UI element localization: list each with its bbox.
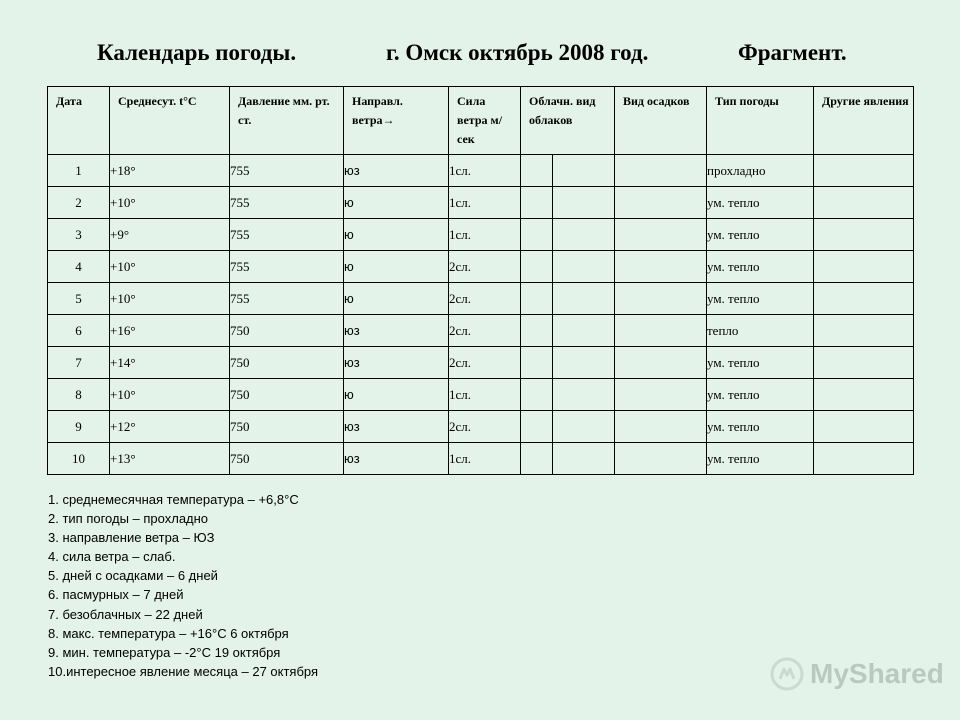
note-item: 6. пасмурных – 7 дней xyxy=(48,587,184,603)
note-item: 9. мин. температура – -2°С 19 октября xyxy=(48,644,281,660)
cell-temp: +10° xyxy=(110,251,230,283)
table-row xyxy=(48,315,914,347)
cell-wind-strength: 2сл. xyxy=(449,411,521,443)
cell-date: 6 xyxy=(48,315,110,347)
cell-temp: +12° xyxy=(110,411,230,443)
cell-cloud-a xyxy=(521,251,553,283)
cell-cloud-a xyxy=(521,315,553,347)
cell-precipitation xyxy=(615,283,707,315)
cell-precipitation xyxy=(615,443,707,475)
cell-pressure: 755 xyxy=(230,219,344,251)
header-wind-direction: Направл. ветра→ xyxy=(344,87,449,155)
table-row xyxy=(48,219,914,251)
cell-precipitation xyxy=(615,155,707,187)
cell-weather-type: ум. тепло xyxy=(707,251,814,283)
cell-wind-strength: 1сл. xyxy=(449,187,521,219)
cell-wind-strength: 1сл. xyxy=(449,379,521,411)
cell-other xyxy=(814,443,914,475)
cell-other xyxy=(814,411,914,443)
cell-cloud-b xyxy=(553,187,615,219)
cell-other xyxy=(814,283,914,315)
cell-cloud-b xyxy=(553,251,615,283)
cell-cloud-a xyxy=(521,379,553,411)
title-city-date: г. Омск октябрь 2008 год. xyxy=(386,40,649,65)
cell-pressure: 755 xyxy=(230,187,344,219)
note-item: 8. макс. температура – +16°С 6 октября xyxy=(48,625,289,641)
cell-cloud-b xyxy=(553,155,615,187)
cell-wind-strength: 1сл. xyxy=(449,155,521,187)
title-calendar: Календарь погоды. xyxy=(97,40,297,65)
watermark-text: MyShared xyxy=(810,658,944,689)
cell-other xyxy=(814,219,914,251)
cell-date: 9 xyxy=(48,411,110,443)
table-row xyxy=(48,347,914,379)
table-row xyxy=(48,379,914,411)
note-item: 1. среднемесячная температура – +6,8°С xyxy=(48,492,299,507)
cell-cloud-a xyxy=(521,411,553,443)
cell-weather-type: прохладно xyxy=(707,155,814,187)
title-fragment: Фрагмент. xyxy=(738,40,847,65)
header-other: Другие явления xyxy=(814,87,914,155)
cell-weather-type: ум. тепло xyxy=(707,219,814,251)
cell-wind-strength: 2сл. xyxy=(449,251,521,283)
cell-date: 2 xyxy=(48,187,110,219)
cell-pressure: 755 xyxy=(230,155,344,187)
header-date: Дата xyxy=(48,87,110,155)
cell-wind-direction: ю xyxy=(344,283,449,315)
cell-precipitation xyxy=(615,347,707,379)
cell-other xyxy=(814,379,914,411)
cell-temp: +14° xyxy=(110,347,230,379)
cell-date: 7 xyxy=(48,347,110,379)
cell-precipitation xyxy=(615,187,707,219)
cell-precipitation xyxy=(615,219,707,251)
header-cloudiness: Облачн. вид облаков xyxy=(521,87,615,155)
cell-precipitation xyxy=(615,379,707,411)
table-row xyxy=(48,155,914,187)
cell-cloud-b xyxy=(553,315,615,347)
header-avg-temp: Среднесут. t°C xyxy=(110,87,230,155)
cell-wind-direction: юз xyxy=(344,443,449,475)
cell-wind-direction: юз xyxy=(344,411,449,443)
cell-cloud-a xyxy=(521,219,553,251)
cell-weather-type: ум. тепло xyxy=(707,411,814,443)
cell-pressure: 750 xyxy=(230,443,344,475)
cell-temp: +10° xyxy=(110,379,230,411)
cell-cloud-b xyxy=(553,379,615,411)
cell-weather-type: ум. тепло xyxy=(707,283,814,315)
cell-weather-type: ум. тепло xyxy=(707,347,814,379)
note-item: 10.интересное явление месяца – 27 октября xyxy=(48,663,319,679)
cell-cloud-a xyxy=(521,283,553,315)
cell-precipitation xyxy=(615,251,707,283)
table-row xyxy=(48,251,914,283)
page-title xyxy=(0,40,960,70)
cell-weather-type: тепло xyxy=(707,315,814,347)
header-weather-type: Тип погоды xyxy=(707,87,814,155)
cell-date: 5 xyxy=(48,283,110,315)
cell-pressure: 750 xyxy=(230,411,344,443)
cell-cloud-a xyxy=(521,155,553,187)
cell-cloud-a xyxy=(521,187,553,219)
table-row xyxy=(48,283,914,315)
cell-other xyxy=(814,155,914,187)
myshared-logo-icon xyxy=(770,657,804,691)
cell-wind-direction: ю xyxy=(344,379,449,411)
cell-other xyxy=(814,347,914,379)
cell-temp: +9° xyxy=(110,219,230,251)
header-wind-strength: Сила ветра м/сек xyxy=(449,87,521,155)
cell-cloud-b xyxy=(553,219,615,251)
cell-date: 8 xyxy=(48,379,110,411)
cell-temp: +16° xyxy=(110,315,230,347)
weather-table xyxy=(47,86,914,475)
cell-cloud-b xyxy=(553,443,615,475)
note-item: 7. безоблачных – 22 дней xyxy=(48,606,203,622)
cell-wind-strength: 1сл. xyxy=(449,219,521,251)
cell-other xyxy=(814,251,914,283)
cell-wind-direction: ю xyxy=(344,219,449,251)
cell-cloud-a xyxy=(521,347,553,379)
cell-cloud-b xyxy=(553,283,615,315)
cell-temp: +10° xyxy=(110,283,230,315)
cell-wind-direction: ю xyxy=(344,187,449,219)
cell-wind-strength: 2сл. xyxy=(449,315,521,347)
cell-pressure: 755 xyxy=(230,283,344,315)
cell-cloud-b xyxy=(553,347,615,379)
cell-wind-strength: 1сл. xyxy=(449,443,521,475)
summary-notes xyxy=(48,490,318,681)
cell-cloud-a xyxy=(521,443,553,475)
cell-pressure: 755 xyxy=(230,251,344,283)
cell-date: 3 xyxy=(48,219,110,251)
note-item: 2. тип погоды – прохладно xyxy=(48,511,209,527)
table-header-row xyxy=(48,87,914,155)
header-pressure: Давление мм. рт. ст. xyxy=(230,87,344,155)
cell-weather-type: ум. тепло xyxy=(707,379,814,411)
cell-wind-direction: ю xyxy=(344,251,449,283)
cell-weather-type: ум. тепло xyxy=(707,443,814,475)
cell-wind-direction: юз xyxy=(344,347,449,379)
table-body xyxy=(48,155,914,475)
cell-temp: +18° xyxy=(110,155,230,187)
cell-wind-strength: 2сл. xyxy=(449,283,521,315)
cell-weather-type: ум. тепло xyxy=(707,187,814,219)
note-item: 3. направление ветра – ЮЗ xyxy=(48,530,215,546)
table-row xyxy=(48,411,914,443)
cell-pressure: 750 xyxy=(230,379,344,411)
note-item: 4. сила ветра – слаб. xyxy=(48,549,176,565)
cell-pressure: 750 xyxy=(230,315,344,347)
cell-wind-direction: юз xyxy=(344,155,449,187)
cell-date: 10 xyxy=(48,443,110,475)
cell-temp: +13° xyxy=(110,443,230,475)
cell-date: 1 xyxy=(48,155,110,187)
cell-pressure: 750 xyxy=(230,347,344,379)
table-row xyxy=(48,187,914,219)
cell-cloud-b xyxy=(553,411,615,443)
cell-wind-direction: юз xyxy=(344,315,449,347)
note-item: 5. дней с осадками – 6 дней xyxy=(48,568,218,584)
cell-other xyxy=(814,187,914,219)
cell-temp: +10° xyxy=(110,187,230,219)
cell-wind-strength: 2сл. xyxy=(449,347,521,379)
cell-precipitation xyxy=(615,411,707,443)
cell-date: 4 xyxy=(48,251,110,283)
header-precipitation: Вид осадков xyxy=(615,87,707,155)
watermark xyxy=(770,652,944,696)
cell-other xyxy=(814,315,914,347)
table-row xyxy=(48,443,914,475)
cell-precipitation xyxy=(615,315,707,347)
